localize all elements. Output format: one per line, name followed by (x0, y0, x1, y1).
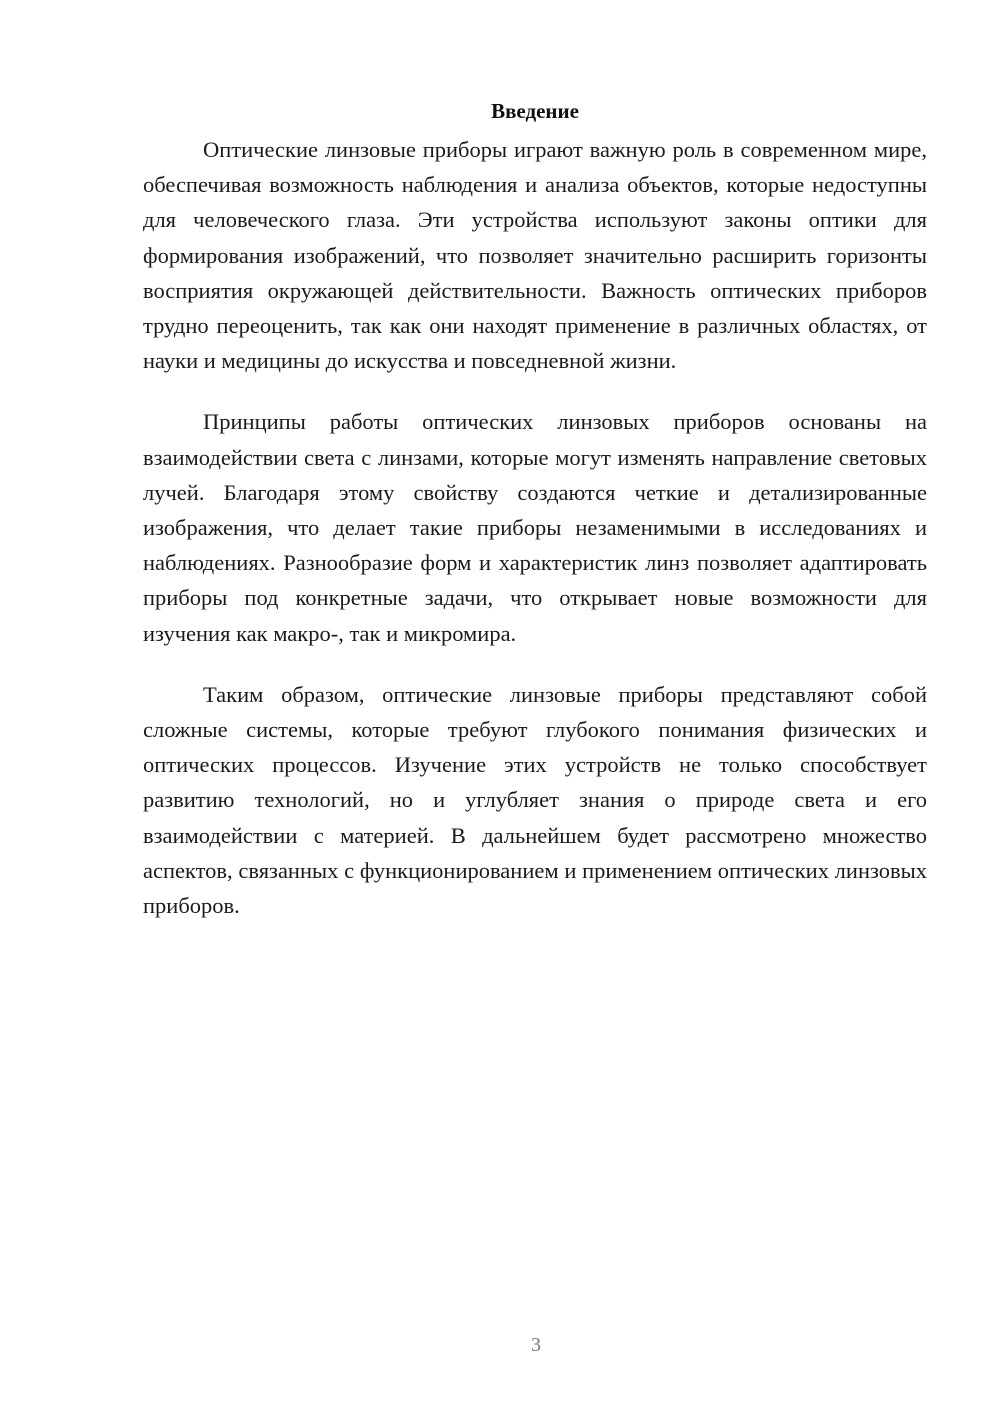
paragraph-3: Таким образом, оптические линзовые приборы представляют собой сложные системы, которые требуют глубокого понимания физических и оптических процессов. Изучение этих устройств не только способствует развитию технологий, но и углубляет знания о природе света и его взаимодействии с материей. В дальнейшем будет рассмотрено множество аспектов, связанных с функционированием и применением оптических линзовых приборов. (143, 681, 927, 919)
page-content (143, 96, 927, 949)
paragraph-2: Принципы работы оптических линзовых приборов основаны на взаимодействии света с линзами, которые могут изменять направление световых лучей. Благодаря этому свойству создаются четкие и детализированные изображения, что делает такие приборы незаменимыми в исследованиях и наблюдениях. Разнообразие форм и характеристик линз позволяет адаптировать приборы под конкретные задачи, что открывает новые возможности для изучения как макро-, так и микромира. (143, 409, 927, 646)
section-title: Введение (491, 99, 579, 123)
page-number: 3 (531, 1334, 541, 1356)
paragraph-1: Оптические линзовые приборы играют важную роль в современном мире, обеспечивая возможность наблюдения и анализа объектов, которые недоступны для человеческого глаза. Эти устройства используют законы оптики для формирования изображений, что позволяет значительно расширить горизонты восприятия окружающей действительности. Важность оптических приборов трудно переоценить, так как они находят применение в различных областях, от науки и медицины до искусства и повседневной жизни. (143, 137, 927, 374)
